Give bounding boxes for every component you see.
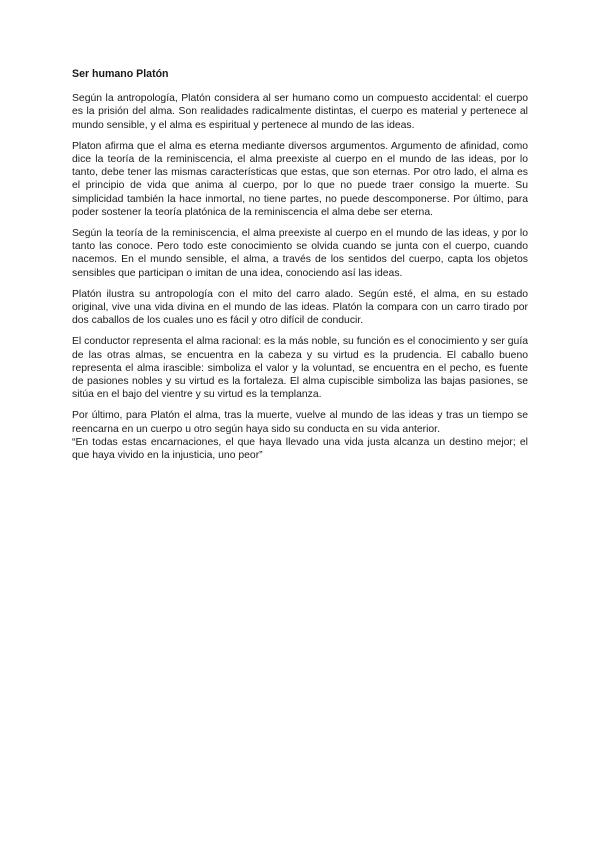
plato-quote: “En todas estas encarnaciones, el que haya llevado una vida justa alcanza un destino mejor; el que haya vivido en la injusticia, uno peor” xyxy=(72,436,528,462)
paragraph-anthropology: Según la antropología, Platón considera al ser humano como un compuesto accidental: el cuerpo es la prisión del alma. Son realidades radicalmente distintas, el cuerpo es material y pertenece al mundo sensible, y el alma es espiritual y pertenece al mundo de las ideas. xyxy=(72,93,528,131)
document-page xyxy=(72,68,528,470)
paragraph-winged-chariot: Platón ilustra su antropología con el mito del carro alado. Según esté, el alma, en su estado original, vive una vida divina en el mundo de las ideas. Platón la compara con un carro tirado por dos caballos de los cuales uno es fácil y otro difícil de conducir. xyxy=(72,288,528,327)
document-title: Ser humano Platón xyxy=(72,68,169,80)
paragraph-reincarnation-block xyxy=(72,409,528,462)
paragraph-soul-parts: El conductor representa el alma racional: es la más noble, su función es el conocimiento y ser guía de las otras almas, se encuentra en la cabeza y su virtud es la prudencia. El caballo bueno representa el alma irascible: simboliza el valor y la voluntad, se encuentra en el pecho, es fuente de pasiones nobles y su virtud es la fortaleza. El alma cupiscible simboliza las bajas pasiones, se sitúa en el bajo del vientre y su virtud es la templanza. xyxy=(72,336,528,401)
paragraph-eternal-soul: Platon afirma que el alma es eterna mediante diversos argumentos. Argumento de afinidad, como dice la teoría de la reminiscencia, el alma preexiste al cuerpo en el mundo de las ideas, por lo tanto, debe tener las mismas características que estas, que son eternas. Por otro lado, el alma es el principio de vida que anima al cuerpo, por lo que no puede traer consigo la muerte. Su simplicidad también la hace inmortal, no tiene partes, no puede descomponerse. Por último, para poder sostener la teoría platónica de la reminiscencia el alma debe ser eterna. xyxy=(72,140,528,218)
paragraph-reincarnation: Por último, para Platón el alma, tras la muerte, vuelve al mundo de las ideas y tras un tiempo se reencarna en un cuerpo u otro según haya sido su conducta en su vida anterior. xyxy=(72,410,528,435)
paragraph-reminiscence: Según la teoría de la reminiscencia, el alma preexiste al cuerpo en el mundo de las ideas, y por lo tanto las conoce. Pero todo este conocimiento se olvida cuando se junta con el cuerpo, cuando nacemos. En el mundo sensible, el alma, a través de los sentidos del cuerpo, capta los objetos sensibles que participan o imitan de una idea, conociendo así las ideas. xyxy=(72,228,528,279)
